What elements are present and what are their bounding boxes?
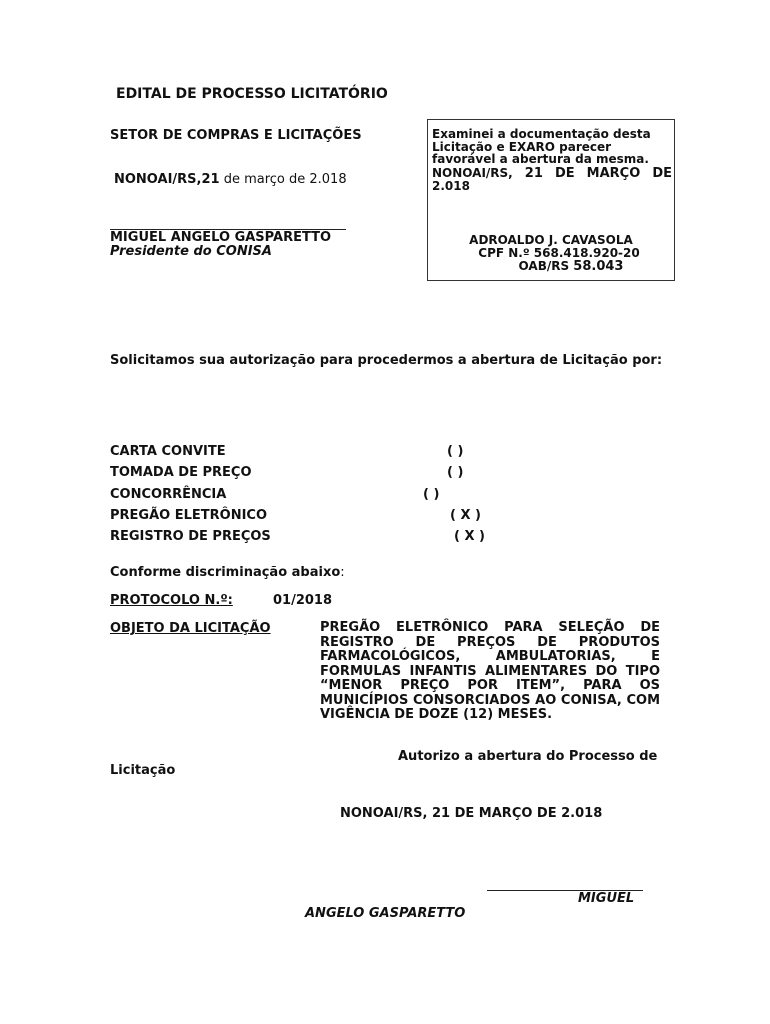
object-description: PREGÃO ELETRÔNICO PARA SELEÇÃO DE REGISTRO DE PREÇOS DE PRODUTOS FARMACOLÓGICOS, AMBULATORIAS, E FORMULAS INFANTIS ALIMENTARES DO TIPO “MENOR PREÇO POR ITEM”, PARA OS MUNICÍPIOS CONSORCIADOS AO CONISA, COM VIGÊNCIA DE DOZE (12) MESES. — [320, 620, 660, 722]
document-title: EDITAL DE PROCESSO LICITATÓRIO — [116, 86, 388, 102]
legal-city: NONOAI/RS, — [432, 166, 513, 180]
option-checkbox: ( ) — [447, 465, 464, 480]
request-text: Solicitamos sua autorização para procedermos a abertura de Licitação por: — [110, 353, 663, 368]
city-date-rest: de março de 2.018 — [219, 172, 347, 187]
licitacao-text: Licitação — [110, 763, 176, 778]
sector-label: SETOR DE COMPRAS E LICITAÇÕES — [110, 128, 362, 143]
city-date-bold: NONOAI/RS,21 — [114, 172, 220, 187]
option-checkbox: ( ) — [447, 444, 464, 459]
option-label: REGISTRO DE PREÇOS — [110, 529, 271, 544]
legal-de-1: DE — [554, 166, 575, 181]
lawyer-oab-number: 58.043 — [573, 259, 624, 274]
protocol-label: PROTOCOLO N.º: — [110, 593, 233, 608]
lawyer-name: ADROALDO J. CAVASOLA — [469, 233, 633, 247]
header-city-date — [114, 172, 347, 187]
legal-year: 2.018 — [432, 179, 470, 193]
lawyer-cpf: CPF N.º 568.418.920-20 — [478, 246, 640, 260]
legal-opinion-date — [432, 167, 672, 193]
option-label: CARTA CONVITE — [110, 444, 226, 459]
object-label: OBJETO DA LICITAÇÃO — [110, 621, 271, 636]
conforme-text — [110, 565, 345, 580]
option-checkbox: ( X ) — [450, 508, 481, 523]
legal-month: MARÇO — [586, 166, 641, 181]
legal-opinion-text: Examinei a documentação desta Licitação e EXARO parecer favorável a abertura da mesma. — [432, 127, 651, 166]
footer-date: NONOAI/RS, 21 DE MARÇO DE 2.018 — [340, 806, 603, 821]
legal-day: 21 — [524, 166, 543, 181]
president-role: Presidente do CONISA — [110, 244, 272, 259]
conforme-colon: : — [340, 565, 345, 580]
option-checkbox: ( X ) — [454, 529, 485, 544]
signer-first-name: MIGUEL — [578, 891, 635, 906]
conforme-label: Conforme discriminação abaixo — [110, 565, 341, 580]
lawyer-oab — [448, 259, 694, 274]
legal-de-2: DE — [652, 166, 672, 181]
signer-last-name: ANGELO GASPARETTO — [305, 906, 466, 921]
option-label: PREGÃO ELETRÔNICO — [110, 508, 268, 523]
president-name: MIGUEL ANGELO GASPARETTO — [110, 230, 332, 245]
option-label: CONCORRÊNCIA — [110, 487, 227, 502]
option-label: TOMADA DE PREÇO — [110, 465, 252, 480]
option-checkbox: ( ) — [423, 487, 440, 502]
lawyer-oab-label: OAB/RS — [518, 259, 570, 273]
authorize-text: Autorizo a abertura do Processo de — [398, 749, 658, 764]
legal-opinion-box — [427, 119, 675, 281]
protocol-value: 01/2018 — [273, 593, 333, 608]
